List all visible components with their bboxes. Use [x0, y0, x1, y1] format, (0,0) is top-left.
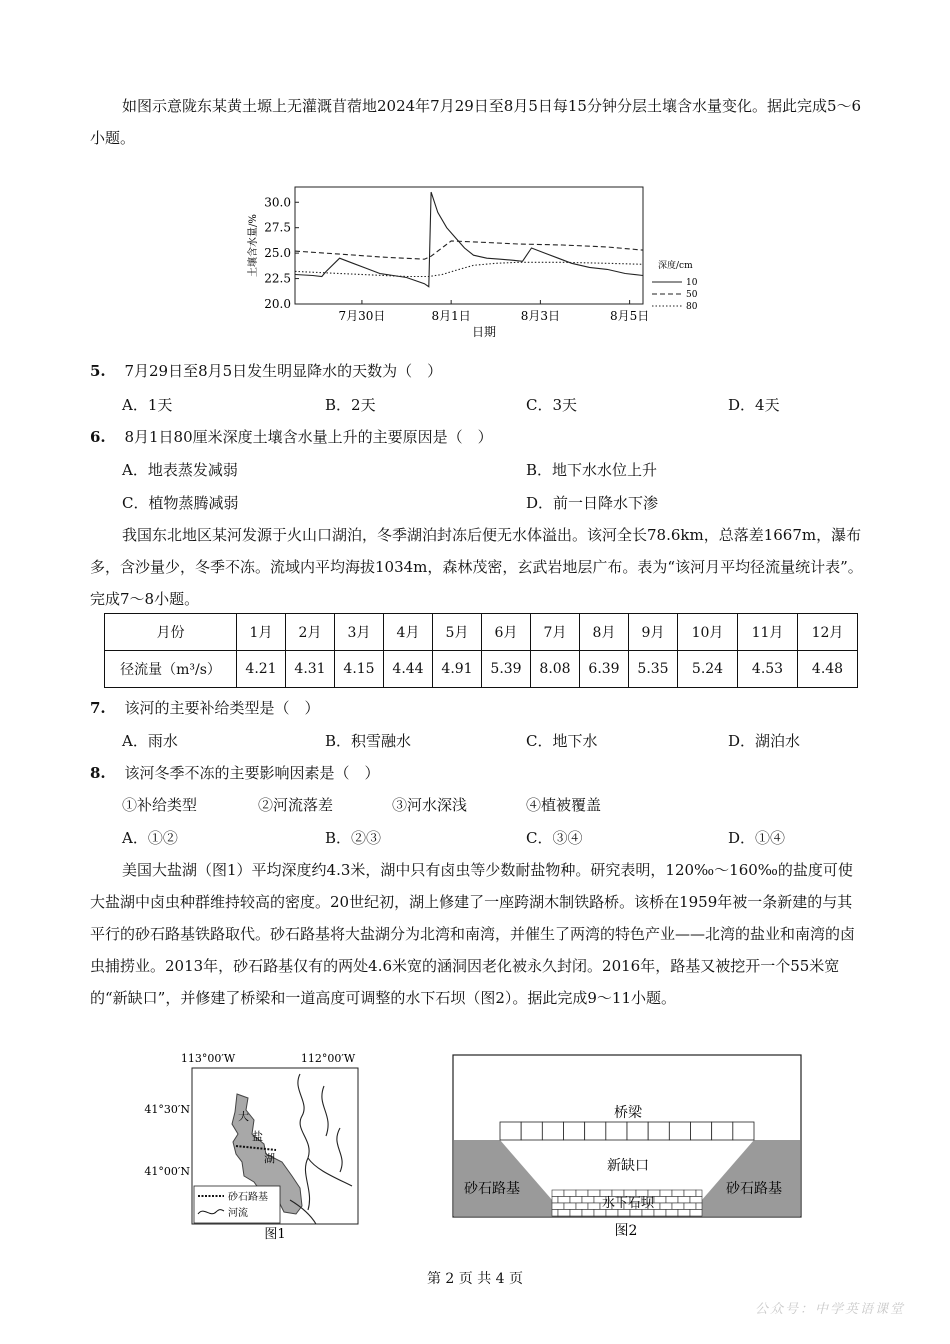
dam-brick — [666, 1210, 678, 1217]
q5-option-a[interactable]: A．1天 — [122, 396, 173, 414]
dam-brick — [588, 1203, 600, 1210]
dam-brick — [660, 1203, 672, 1210]
table-cell: 6.39 — [580, 651, 629, 688]
dam-brick — [588, 1190, 600, 1197]
table-cell: 4.48 — [798, 651, 858, 688]
table-cell: 4.91 — [433, 651, 482, 688]
q7-option-d[interactable]: D．湖泊水 — [728, 732, 801, 750]
dam-brick — [672, 1190, 684, 1197]
question-6-text: 8月1日80厘米深度土壤含水量上升的主要原因是（ ） — [124, 428, 493, 446]
y-axis-label: 土壤含水量/% — [248, 214, 259, 277]
soil-moisture-chart — [240, 182, 720, 348]
table-cell: 11月 — [738, 614, 798, 651]
table-cell: 8.08 — [531, 651, 580, 688]
lon-label-113: 113°00′W — [180, 1052, 236, 1065]
table-cell: 4.21 — [237, 651, 286, 688]
figure-1-map — [140, 1050, 380, 1245]
table-cell: 8月 — [580, 614, 629, 651]
lat-label-4100: 41°00′N — [144, 1165, 190, 1178]
dam-brick — [552, 1197, 558, 1204]
table-row-months — [105, 614, 858, 651]
q6-option-b[interactable]: B．地下水水位上升 — [526, 461, 658, 479]
lake-char-1: 大 — [238, 1110, 249, 1123]
dam-brick — [666, 1197, 678, 1204]
x-tick-label: 8月5日 — [609, 309, 650, 323]
x-tick-label: 8月1日 — [431, 309, 471, 323]
table-cell: 4.44 — [384, 651, 433, 688]
legend-road-label: 砂石路基 — [228, 1192, 268, 1203]
legend-title: 深度/cm — [658, 261, 693, 271]
dam-brick — [678, 1197, 690, 1204]
q8-item-4: ④植被覆盖 — [526, 796, 602, 814]
q7-option-a[interactable]: A．雨水 — [122, 732, 178, 750]
figure-2-caption: 图2 — [614, 1223, 638, 1239]
dam-brick — [690, 1197, 702, 1204]
question-7-text: 该河的主要补给类型是（ ） — [124, 699, 320, 717]
dam-brick — [564, 1203, 576, 1210]
page-footer: 第 2 页 共 4 页 — [426, 1271, 524, 1287]
y-tick-label: 30.0 — [264, 195, 291, 210]
q8-item-2: ②河流落差 — [258, 796, 334, 814]
table-cell: 7月 — [531, 614, 580, 651]
question-5 — [90, 360, 442, 381]
x-tick-label: 8月3日 — [520, 309, 561, 323]
dam-brick — [558, 1210, 570, 1217]
plot-frame — [295, 187, 643, 304]
table-header-runoff: 径流量（m³/s） — [105, 651, 237, 688]
bridge-cell — [500, 1122, 521, 1140]
q8-option-b[interactable]: B．②③ — [325, 829, 382, 847]
dam-brick — [582, 1197, 594, 1204]
q8-option-c[interactable]: C．③④ — [526, 829, 583, 847]
q7-option-c[interactable]: C．地下水 — [526, 732, 598, 750]
bridge-cell — [627, 1122, 648, 1140]
y-tick-label: 22.5 — [264, 271, 291, 286]
q6-option-a[interactable]: A．地表蒸发减弱 — [122, 461, 238, 479]
bridge-cell — [648, 1122, 669, 1140]
question-7-number: 7. — [90, 699, 106, 717]
bridge-cell — [669, 1122, 690, 1140]
table-cell: 4.15 — [335, 651, 384, 688]
x-tick-label: 7月30日 — [338, 309, 386, 323]
q8-option-d[interactable]: D．①④ — [728, 829, 786, 847]
y-tick-label: 27.5 — [264, 220, 291, 235]
question-5-text: 7月29日至8月5日发生明显降水的天数为（ ） — [124, 362, 443, 380]
intro-paragraph-2: 我国东北地区某河发源于火山口湖泊，冬季湖泊封冻后便无水体溢出。该河全长78.6km，总落差1667m，瀑布多，含沙量少，冬季不冻。流域内平均海拔1034m，森林茂密，玄武岩地层广布。表为“该河月平均径流量统计表”。完成7～8小题。 — [90, 526, 863, 608]
legend-river-label: 河流 — [228, 1208, 248, 1219]
dam-brick — [564, 1190, 576, 1197]
table-header-month: 月份 — [105, 614, 237, 651]
q5-option-d[interactable]: D．4天 — [728, 396, 780, 414]
dam-brick — [672, 1203, 684, 1210]
legend-label-10: 10 — [686, 278, 698, 288]
q5-option-c[interactable]: C．3天 — [526, 396, 578, 414]
dam-brick — [684, 1190, 696, 1197]
table-cell: 5月 — [433, 614, 482, 651]
dam-brick — [654, 1197, 666, 1204]
question-8-number: 8. — [90, 764, 106, 782]
right-roadbed-label: 砂石路基 — [726, 1181, 782, 1197]
dam-brick — [576, 1203, 588, 1210]
dam-brick — [576, 1190, 588, 1197]
q8-item-3: ③河水深浅 — [392, 796, 468, 814]
dam-brick — [570, 1210, 582, 1217]
series-line-50cm — [295, 241, 643, 259]
watermark: 公众号：中学英语课堂 — [754, 1302, 905, 1317]
intro-paragraph-1: 如图示意陇东某黄土塬上无灌溉苜蓿地2024年7月29日至8月5日每15分钟分层土壤含水量变化。据此完成5～6小题。 — [90, 97, 862, 147]
intro-paragraph-3: 美国大盐湖（图1）平均深度约4.3米，湖中只有卤虫等少数耐盐物种。研究表明，120‰～160‰的盐度可使大盐湖中卤虫种群维持较高的密度。20世纪初，湖上修建了一座跨湖木制铁路桥。该桥在1959年被一条新建的与其平行的砂石路基铁路取代。砂石路基将大盐湖分为北湾和南湾，并催生了两湾的特色产业——北湾的盐业和南湾的卤虫捕捞业。2013年，砂石路基仅有的两处4.6米宽的涵洞因老化被永久封闭。2016年，路基又被挖开一个55米宽的“新缺口”，并修建了桥梁和一道高度可调整的水下石坝（图2）。据此完成9～11小题。 — [90, 861, 856, 1007]
series-line-80cm — [295, 262, 643, 276]
dam-brick — [582, 1210, 594, 1217]
table-row-runoff — [105, 651, 858, 688]
q7-option-b[interactable]: B．积雪融水 — [325, 732, 412, 750]
bridge-cell — [564, 1122, 585, 1140]
table-cell: 9月 — [629, 614, 678, 651]
table-cell: 6月 — [482, 614, 531, 651]
q8-item-1: ①补给类型 — [122, 796, 198, 814]
bridge-cell — [521, 1122, 542, 1140]
series-line-10cm — [295, 192, 643, 287]
table-cell: 5.24 — [678, 651, 738, 688]
q6-option-c[interactable]: C．植物蒸腾减弱 — [122, 494, 239, 512]
table-cell: 4月 — [384, 614, 433, 651]
y-tick-label: 20.0 — [264, 297, 291, 311]
dam-brick — [660, 1190, 672, 1197]
table-cell: 10月 — [678, 614, 738, 651]
lake-char-3: 湖 — [264, 1152, 275, 1165]
dam-label: 水下石坝 — [601, 1196, 655, 1211]
table-cell: 4.31 — [286, 651, 335, 688]
dam-brick — [654, 1210, 666, 1217]
dam-brick — [696, 1190, 702, 1197]
table-cell: 1月 — [237, 614, 286, 651]
lat-label-4130: 41°30′N — [144, 1103, 190, 1116]
q6-option-d[interactable]: D．前一日降水下渗 — [526, 494, 659, 512]
figure-1-caption: 图1 — [264, 1227, 286, 1242]
table-cell: 5.35 — [629, 651, 678, 688]
q5-option-b[interactable]: B．2天 — [325, 396, 376, 414]
legend-label-50: 50 — [686, 290, 698, 300]
dam-brick — [696, 1203, 702, 1210]
table-cell: 2月 — [286, 614, 335, 651]
table-cell: 3月 — [335, 614, 384, 651]
new-gap-label: 新缺口 — [607, 1158, 649, 1174]
question-5-number: 5. — [90, 362, 106, 380]
dam-brick — [552, 1190, 564, 1197]
dam-brick — [570, 1197, 582, 1204]
question-6-number: 6. — [90, 428, 106, 446]
question-6 — [90, 426, 493, 447]
q8-option-a[interactable]: A．①② — [122, 829, 178, 847]
table-cell: 5.39 — [482, 651, 531, 688]
lon-label-112: 112°00′W — [300, 1052, 356, 1065]
figure-2-diagram — [448, 1050, 808, 1240]
bridge-cell — [542, 1122, 563, 1140]
bridge-cell — [606, 1122, 627, 1140]
dam-brick — [552, 1210, 558, 1217]
left-roadbed-label: 砂石路基 — [464, 1181, 520, 1197]
bridge-cell — [585, 1122, 606, 1140]
bridge-label: 桥梁 — [614, 1105, 642, 1121]
x-axis-label: 日期 — [471, 325, 497, 339]
question-8-text: 该河冬季不冻的主要影响因素是（ ） — [124, 764, 380, 782]
runoff-table — [104, 613, 858, 688]
bridge-deck — [500, 1122, 754, 1140]
table-cell: 12月 — [798, 614, 858, 651]
bridge-cell — [733, 1122, 754, 1140]
question-8 — [90, 762, 379, 783]
dam-brick — [558, 1197, 570, 1204]
dam-brick — [684, 1203, 696, 1210]
bridge-cell — [691, 1122, 712, 1140]
lake-char-2: 盐 — [252, 1130, 263, 1143]
legend-label-80: 80 — [686, 302, 698, 312]
table-cell: 4.53 — [738, 651, 798, 688]
y-tick-label: 25.0 — [264, 246, 291, 261]
dam-brick — [678, 1210, 690, 1217]
bridge-cell — [712, 1122, 733, 1140]
question-7 — [90, 697, 319, 718]
dam-brick — [690, 1210, 702, 1217]
dam-brick — [552, 1203, 564, 1210]
